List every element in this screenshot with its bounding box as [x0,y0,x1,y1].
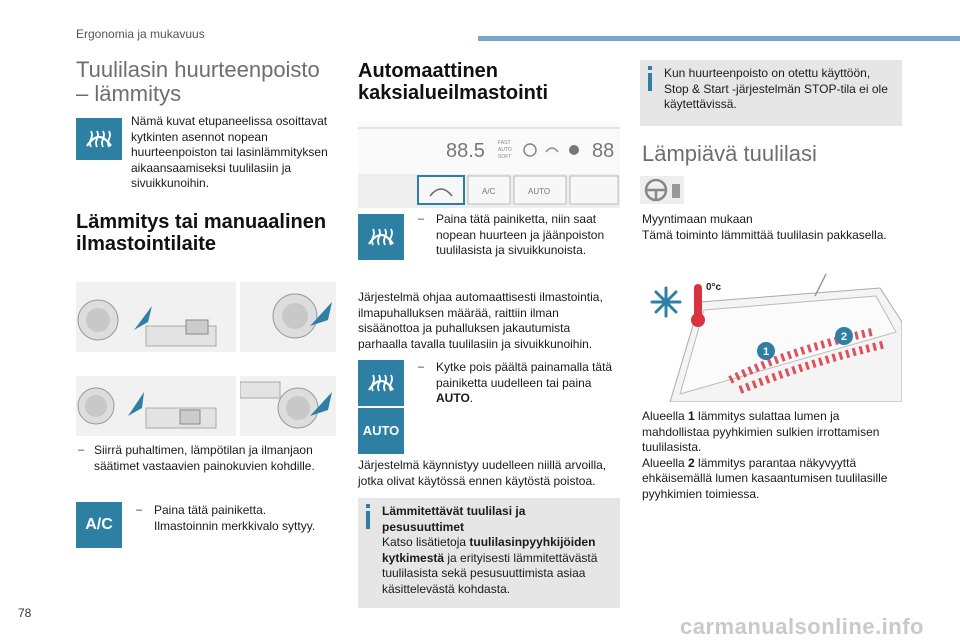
info-box-stop-start: Kun huurteenpoisto on otettu käyttöön, Stop & Start -järjestelmän STOP-tila ei ole käytettävissä. [640,60,902,126]
manual-panel-photo-left [76,282,236,352]
page-title: Tuulilasin huurteenpoisto – lämmitys [76,57,320,107]
bullet-marker: – [78,444,85,456]
steering-wheel-icon [640,176,684,204]
bullet-marker: – [418,361,425,373]
auto-panel-photo [358,122,620,208]
temperature-label: 0°c [706,282,722,293]
zone-1-badge-label: 1 [763,346,770,358]
info-icon [366,504,370,508]
panel-soft-label: SOFT [498,154,512,160]
panel-auto-button: AUTO [528,187,551,196]
watermark: carmanualsonline.info [680,614,924,639]
info-icon-bar [366,511,370,529]
step-press-ac: Paina tätä painiketta. Ilmastoinnin merkkivalo syttyy. [154,503,316,533]
info-icon [648,66,652,70]
heated-windscreen-title: Lämpiävä tuulilasi [642,141,817,166]
defrost-off-icon [358,360,404,406]
panel-auto-small-label: AUTO [498,147,512,153]
manual-panel-photo-left-2 [76,376,236,436]
bullet-marker: – [418,213,425,225]
page-number: 78 [18,606,32,620]
panel-display-value: 88.5 [446,140,485,162]
step-turn-off: Kytke pois päältä painamalla tätä painiketta uudelleen tai paina AUTO. [436,360,613,406]
heated-windscreen-illustration [640,262,902,402]
panel-fast-label: FAST [498,140,511,146]
heading-manual: Lämmitys tai manuaalinen ilmastointilaite [76,211,327,255]
bullet-marker: – [136,504,143,516]
manual-panel-photo-right-2 [240,376,336,436]
auto-description: Järjestelmä ohjaa automaattisesti ilmastointia, ilmapuhalluksen määrää, raittiin ilman sisäänottoa ja puhalluksen jakautumista parhaalla tavalla tuulilasiin ja sivuikkunoihin. [358,290,603,351]
section-header: Ergonomia ja mukavuus [76,27,205,41]
step-press-defrost: Paina tätä painiketta, niin saat nopean huurteen ja jäänpoiston tuulilasista ja sivuikkunoista. [436,212,605,258]
ac-button-icon: A/C [76,502,122,548]
restart-text: Järjestelmä käynnistyy uudelleen niillä arvoilla, jotka olivat käytössä ennen käytöstä poistoa. [358,458,607,488]
defrost-icon [76,118,122,160]
zone-description: Alueella 1 lämmitys sulattaa lumen ja mahdollistaa pyyhkimien sulkien irrottamisen tuulilasista. Alueella 2 lämmitys parantaa näkyvyyttä ehkäisemällä lumen kasaantumisen tuulilasille pyyhkimien toimiessa. [642,409,888,501]
header-bar [478,36,960,41]
availability-text: Myyntimaan mukaan Tämä toiminto lämmittää tuulilasin pakkasella. [642,212,887,242]
panel-ac-button: A/C [482,187,496,196]
panel-display-right: 88 [592,140,615,162]
snowflake-icon [652,288,680,316]
info-box-heated-windscreen: Lämmitettävät tuulilasi ja pesusuuttimet Katso lisätietoja tuulilasinpyyhkijöiden kytkimestä ja erityisesti lämmitettävästä tuulilasista sekä pesusuuttimista asiaa käsittelevästä kohdasta. [358,498,620,608]
intro-text: Nämä kuvat etupaneelissa osoittavat kytkinten asennot nopean huurteenpoiston tai lasinlämmityksen aikaansaamiseksi tuulilasiin ja sivuikkunoihin. [131,114,328,191]
step-move-controls: Siirrä puhaltimen, lämpötilan ja ilmanjaon säätimet vastaavien painokuvien kohdille. [94,443,315,473]
max-defrost-icon [358,214,404,260]
auto-button-icon: AUTO [358,408,404,454]
zone-2-badge-label: 2 [841,331,848,343]
info-icon-bar [648,73,652,91]
manual-panel-photo-right [240,282,336,352]
heading-automatic: Automaattinen kaksialueilmastointi [358,60,549,104]
